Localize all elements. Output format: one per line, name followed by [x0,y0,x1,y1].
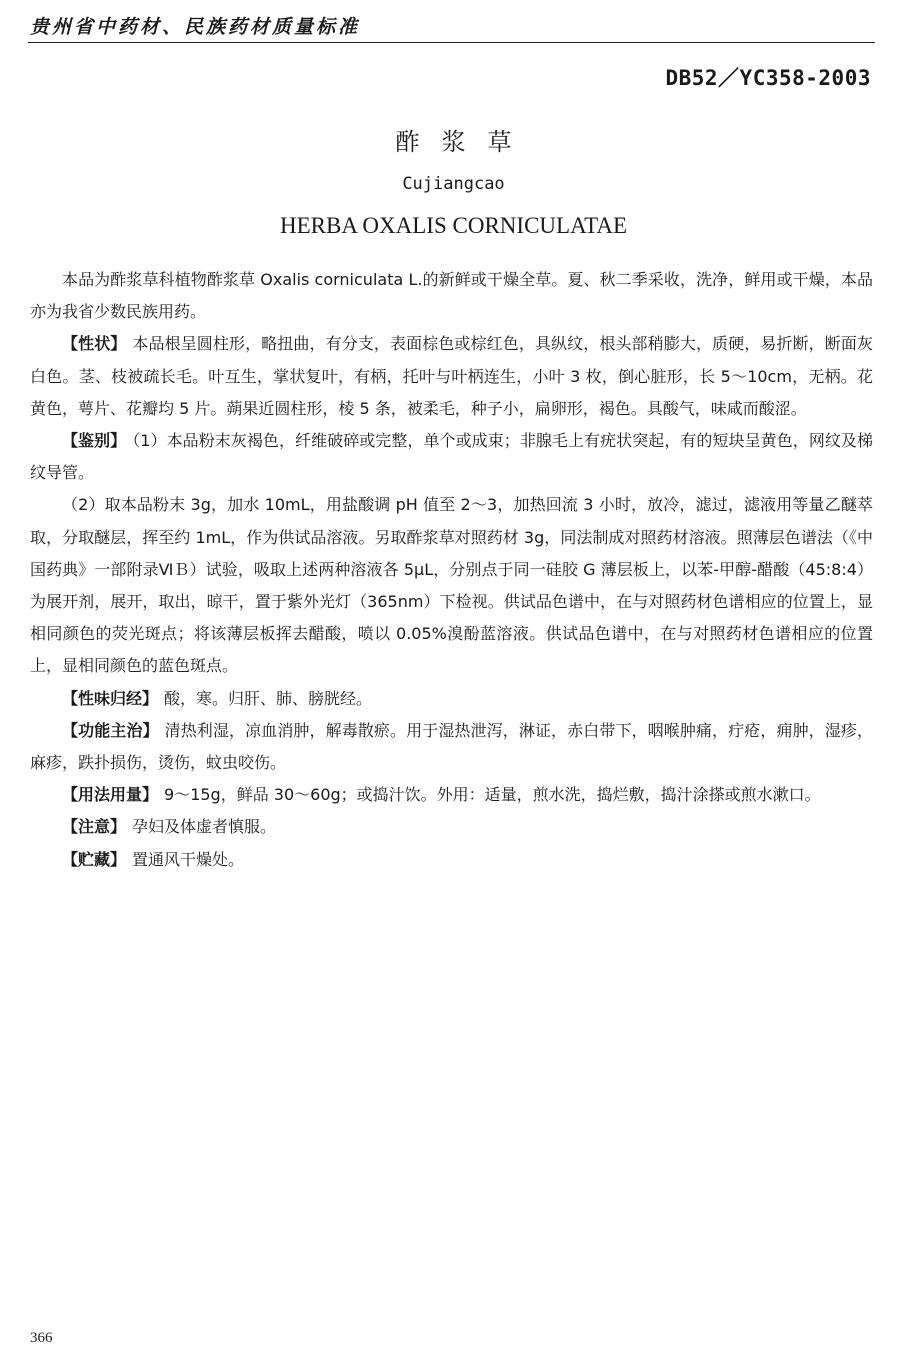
usage-dosage-text: 9～15g，鲜品 30～60g；或捣汁饮。外用：适量，煎水洗，捣烂敷，捣汁涂搽或煎水漱口。 [164,785,821,805]
standard-number: DB52／YC358-2003 [665,66,871,90]
precaution-section [30,811,873,843]
storage-section [30,844,873,876]
storage-label: 【贮藏】 [62,849,127,869]
description-label: 【性状】 [62,334,127,354]
property-meridian-section [30,683,873,715]
header-divider [28,42,875,43]
identification-text-1: （1）本品粉末灰褐色，纤维破碎或完整，单个或成束；非腺毛上有疣状突起，有的短块呈黄色，网纹及梯纹导管。 [30,431,873,483]
monograph-title-chinese: 酢浆草 [395,128,534,156]
precaution-label: 【注意】 [62,817,127,837]
usage-dosage-section [30,779,873,811]
identification-section [30,425,873,489]
monograph-title-latin: HERBA OXALIS CORNICULATAE [280,213,627,238]
page-number: 366 [30,1330,53,1346]
running-header-title: 贵州省中药材、民族药材质量标准 [30,16,361,38]
precaution-text: 孕妇及体虚者慎服。 [132,817,277,837]
function-indication-section [30,715,873,779]
monograph-body [30,264,873,876]
usage-dosage-label: 【用法用量】 [62,785,159,805]
intro-paragraph: 本品为酢浆草科植物酢浆草 Oxalis corniculata L.的新鲜或干燥全草。夏、秋二季采收，洗净，鲜用或干燥，本品亦为我省少数民族用药。 [30,270,873,322]
function-indication-text: 清热利湿，凉血消肿，解毒散瘀。用于湿热泄泻，淋证，赤白带下，咽喉肿痛，疔疮，痈肿，湿疹，麻疹，跌扑损伤，烫伤，蚊虫咬伤。 [30,720,873,773]
identification-text-2: （2）取本品粉末 3g，加水 10mL，用盐酸调 pH 值至 2～3，加热回流 3 小时，放冷，滤过，滤液用等量乙醚萃取，分取醚层，挥至约 1mL，作为供试品溶液。另取酢浆草对照药材 3g，同法制成对照药材溶液。照薄层色谱法（《中国药典》一部附录ⅥＢ）试验，吸取上述两种溶液各 5μL，分别点于同一硅胶 G 薄层板上，以苯-甲醇-醋酸（45:8:4）为展开剂，展开，取出，晾干，置于紫外光灯（365nm）下检视。供试品色谱中，在与对照药材色谱相应的位置上，显相同颜色的荧光斑点；将该薄层板挥去醋酸，喷以 0.05%溴酚蓝溶液。供试品色谱中，在与对照药材色谱相应的位置上，显相同颜色的蓝色斑点。 [30,495,873,676]
property-meridian-label: 【性味归经】 [62,688,159,708]
description-section [30,328,873,425]
property-meridian-text: 酸，寒。归肝、肺、膀胱经。 [164,688,373,708]
storage-text: 置通风干燥处。 [132,849,245,869]
function-indication-label: 【功能主治】 [62,720,159,740]
identification-label: 【鉴别】 [62,431,127,451]
description-text: 本品根呈圆柱形，略扭曲，有分支，表面棕色或棕红色，具纵纹，根头部稍膨大，质硬，易折断，断面灰白色。茎、枝被疏长毛。叶互生，掌状复叶，有柄，托叶与叶柄连生，小叶 3 枚，倒心脏形，长 5～10cm，无柄。花黄色，萼片、花瓣均 5 片。蒴果近圆柱形，棱 5 条，被柔毛，种子小，扁卵形，褐色。具酸气，味咸而酸涩。 [30,334,873,418]
monograph-title-pinyin: Cujiangcao [402,174,505,194]
